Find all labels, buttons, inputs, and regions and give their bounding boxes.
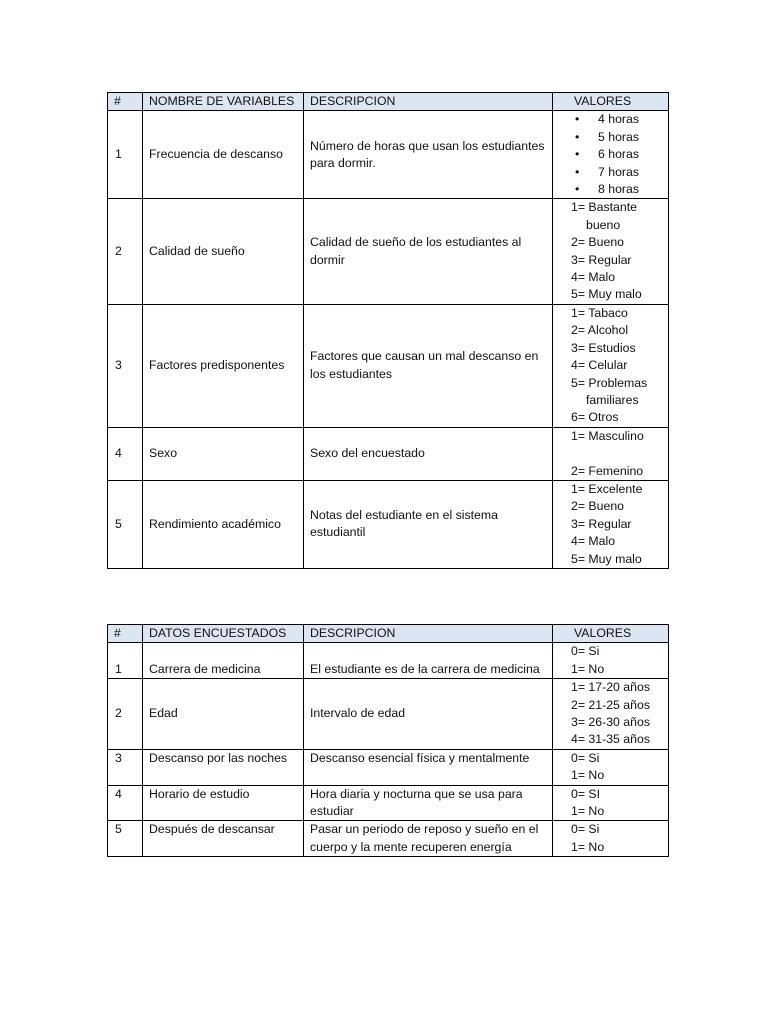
row-number: 1 (108, 643, 143, 679)
table-row (108, 427, 669, 480)
value-item: 0= Si (571, 822, 600, 837)
row-number: 5 (108, 821, 143, 857)
row-number: 3 (108, 749, 143, 785)
value-item: 1= Excelente (571, 481, 643, 496)
variable-values (553, 199, 669, 304)
header-values: VALORES (553, 93, 669, 111)
value-item: 1= No (571, 768, 605, 783)
data-name-cell: Horario de estudio (143, 785, 304, 821)
table-row (108, 679, 669, 750)
row-number: 5 (108, 480, 143, 568)
blank-line (571, 445, 668, 462)
table-row (108, 304, 669, 427)
value-item: 2= Bueno (571, 499, 624, 514)
table-row (108, 111, 669, 199)
survey-data-table (107, 624, 669, 857)
data-description: Intervalo de edad (304, 679, 553, 750)
value-item: 4= Malo (571, 270, 616, 285)
row-number: 2 (108, 679, 143, 750)
row-number: 3 (108, 304, 143, 427)
bullet-icon: • (575, 112, 580, 127)
data-values (553, 821, 669, 857)
row-number: 4 (108, 427, 143, 480)
variable-values (553, 304, 669, 427)
value-item: 6= Otros (571, 410, 619, 425)
data-name-cell: Después de descansar (143, 821, 304, 857)
data-description: Descanso esencial física y mentalmente (304, 749, 553, 785)
value-item: 4= 31-35 años (571, 732, 650, 747)
list-item: • 4 horas (553, 111, 668, 128)
value-item: 5= Muy malo (571, 287, 642, 302)
variable-name: Frecuencia de descanso (143, 111, 304, 199)
value-item: 1= 17-20 años (571, 680, 650, 695)
variable-description: Número de horas que usan los estudiantes para dormir. (304, 111, 553, 199)
header-name: DATOS ENCUESTADOS (143, 625, 304, 643)
table-header-row (108, 93, 669, 111)
header-description: DESCRIPCION (304, 93, 553, 111)
value-item: 4= Malo (571, 534, 616, 549)
table-row (108, 785, 669, 821)
table-row (108, 749, 669, 785)
bullet-icon: • (575, 129, 580, 144)
variable-description: Sexo del encuestado (304, 427, 553, 480)
data-values (553, 679, 669, 750)
list-item: • 7 horas (553, 164, 668, 181)
data-values (553, 785, 669, 821)
data-description: Pasar un periodo de reposo y sueño en el cuerpo y la mente recuperen energía (304, 821, 553, 857)
table-row (108, 643, 669, 679)
row-number: 2 (108, 199, 143, 304)
table-row (108, 199, 669, 304)
value-item: 3= Regular (571, 516, 632, 531)
value-item: 2= 21-25 años (571, 697, 650, 712)
value-item: 1= No (571, 839, 605, 854)
value-item: 1= Tabaco (571, 305, 628, 320)
data-name-cell: Descanso por las noches (143, 749, 304, 785)
variable-description: Calidad de sueño de los estudiantes al dormir (304, 199, 553, 304)
value-item: 1= Masculino (571, 428, 644, 443)
list-item: • 6 horas (553, 146, 668, 163)
variable-values (553, 111, 669, 199)
list-item: • 8 horas (553, 181, 668, 198)
variable-name: Factores predisponentes (143, 304, 304, 427)
value-item: 5= Problemas (571, 375, 648, 390)
bullet-icon: • (575, 147, 580, 162)
value-item: 4= Celular (571, 358, 628, 373)
header-number: # (108, 93, 143, 111)
value-item: 3= 26-30 años (571, 715, 650, 730)
value-item: 0= SI (571, 786, 601, 801)
header-description: DESCRIPCION (304, 625, 553, 643)
value-item: 3= Estudios (571, 340, 636, 355)
row-number: 4 (108, 785, 143, 821)
value-item: 1= No (571, 804, 605, 819)
table-row (108, 821, 669, 857)
value-item: 2= Alcohol (571, 323, 629, 338)
variable-values (553, 480, 669, 568)
header-values: VALORES (553, 625, 669, 643)
value-item: 5= Muy malo (571, 551, 642, 566)
table-row (108, 480, 669, 568)
variable-name: Sexo (143, 427, 304, 480)
bullet-icon: • (575, 182, 580, 197)
variable-description: Notas del estudiante en el sistema estudiantil (304, 480, 553, 568)
data-values (553, 749, 669, 785)
table-header-row (108, 625, 669, 643)
list-item: • 5 horas (553, 129, 668, 146)
data-description: El estudiante es de la carrera de medicina (304, 643, 553, 679)
value-item-continuation: familiares (586, 392, 639, 407)
variable-description: Factores que causan un mal descanso en los estudiantes (304, 304, 553, 427)
variable-name: Rendimiento académico (143, 480, 304, 568)
value-item: 1= Bastante (571, 200, 637, 215)
bullet-icon: • (575, 164, 580, 179)
value-item: 0= Si (571, 644, 600, 659)
value-item: 3= Regular (571, 252, 632, 267)
header-number: # (108, 625, 143, 643)
value-item: 1= No (571, 661, 605, 676)
header-name: NOMBRE DE VARIABLES (143, 93, 304, 111)
variable-name: Calidad de sueño (143, 199, 304, 304)
variable-values (553, 427, 669, 480)
data-name-cell: Carrera de medicina (143, 643, 304, 679)
value-item: 2= Femenino (571, 463, 644, 478)
value-item-continuation: bueno (586, 217, 621, 232)
data-description: Hora diaria y nocturna que se usa para estudiar (304, 785, 553, 821)
variables-table (107, 92, 669, 569)
row-number: 1 (108, 111, 143, 199)
data-name-cell: Edad (143, 679, 304, 750)
values-list (553, 111, 668, 198)
data-values (553, 643, 669, 679)
value-item: 0= Si (571, 750, 600, 765)
value-item: 2= Bueno (571, 235, 624, 250)
